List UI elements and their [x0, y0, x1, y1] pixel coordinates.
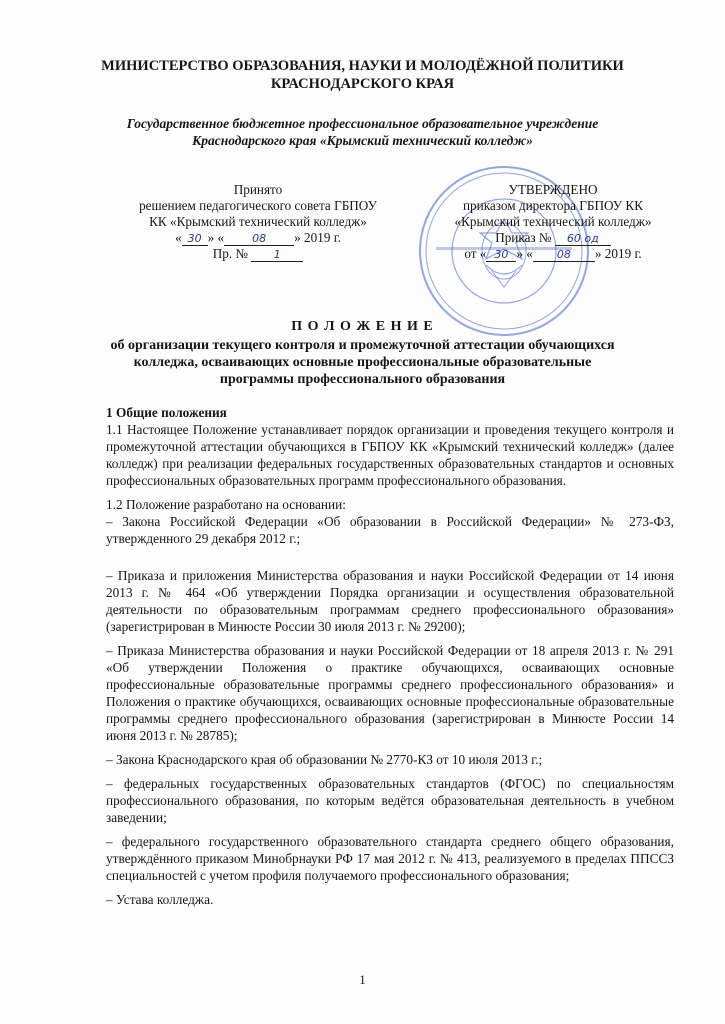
basis-item-1: – Закона Российской Федерации «Об образовании в Российской Федерации» № 273-ФЗ, утвержденного 29 декабря 2012 г.; [106, 514, 674, 546]
order-label: Приказ № [495, 230, 552, 245]
accepted-title: Принято [233, 182, 283, 197]
approved-title: УТВЕРЖДЕНО [508, 182, 598, 197]
page-number: 1 [359, 972, 366, 987]
ministry-line-1: МИНИСТЕРСТВО ОБРАЗОВАНИЯ, НАУКИ И МОЛОДЁЖНОЙ ПОЛИТИКИ [101, 58, 624, 74]
protocol-number: 1 [251, 248, 303, 262]
document-subtitle-3: программы профессионального образования [219, 372, 506, 387]
approved-line-2: «Крымский технический колледж» [454, 214, 652, 229]
basis-item-5: – федеральных государственных образовательных стандартов (ФГОС) по специальностям профессионального образования, по которым ведётся образовательная деятельность в учебном заведении; [106, 776, 674, 825]
approved-line-1: приказом директора ГБПОУ КК [463, 198, 643, 213]
approved-order [428, 230, 678, 246]
approved-day: 30 [486, 248, 516, 262]
approved-month: 08 [533, 248, 595, 262]
institution-line-1: Государственное бюджетное профессиональное образовательное учреждение [126, 116, 599, 131]
paragraph-1-1: 1.1 Настоящее Положение устанавливает порядок организации и проведения текущего контроля и промежуточной аттестации обучающихся в ГБПОУ КК «Крымский технический колледж» (далее колледж) при реализации федеральных государственных образовательных стандартов и основных профессиональных образовательных программ профессионального образования. [106, 422, 674, 488]
basis-item-6: – федерального государственного образовательного стандарта среднего общего образования, утверждённого приказом Минобрнауки РФ 17 мая 2012 г. № 413, реализуемого в пределах ППССЗ специальностей с учетом профиля получаемого профессионального образования; [106, 834, 674, 883]
basis-item-4: – Закона Краснодарского края об образовании № 2770-КЗ от 10 июля 2013 г.; [106, 752, 543, 767]
approved-date-mid: » « [516, 246, 533, 261]
paragraph-1-2: 1.2 Положение разработано на основании: [106, 497, 346, 512]
basis-item-3: – Приказа Министерства образования и науки Российской Федерации от 18 апреля 2013 г. № 291 «Об утверждении Положения о практике обучающихся, осваивающих основные профессиональные образовательные программы среднего профессионального образования» и Положения о практике обучающихся, осваивающих основные профессиональные образовательные программы среднего профессионального образования (зарегистрирован в Минюсте России 14 июня 2013 г. № 28785); [106, 643, 674, 743]
accepted-date-open: « [175, 230, 182, 245]
document-title: П О Л О Ж Е Н И Е [291, 319, 434, 334]
approved-date [428, 246, 678, 262]
accepted-block [108, 182, 408, 262]
ministry-line-2: КРАСНОДАРСКОГО КРАЯ [270, 76, 455, 92]
accepted-day: 30 [182, 232, 208, 246]
basis-item-2: – Приказа и приложения Министерства образования и науки Российской Федерации от 14 июня 2013 г. № 464 «Об утверждении Порядка организации и осуществления образовательной деятельности по образовательным программам среднего профессионального образования» (зарегистрирован в Минюсте России 30 июля 2013 г. № 29200); [106, 568, 674, 634]
approved-block [428, 182, 678, 262]
document-subtitle-1: об организации текущего контроля и промежуточной аттестации обучающихся [110, 338, 615, 353]
order-number: 60 од [555, 232, 611, 246]
institution-line-2: Краснодарского края «Крымский технический колледж» [192, 133, 533, 148]
accepted-date-close: » 2019 г. [294, 230, 341, 245]
approved-date-prefix: от « [464, 246, 487, 261]
accepted-protocol [108, 246, 408, 262]
accepted-line-2: КК «Крымский технический колледж» [149, 214, 367, 229]
document-body [106, 404, 674, 908]
document-subtitle-2: колледжа, осваивающих основные профессиональные образовательные [133, 355, 592, 370]
accepted-date [108, 230, 408, 246]
approved-date-close: » 2019 г. [594, 246, 642, 261]
accepted-line-1: решением педагогического совета ГБПОУ [139, 198, 377, 213]
basis-item-7: – Устава колледжа. [106, 892, 214, 907]
section-1-heading: 1 Общие положения [106, 405, 227, 420]
protocol-label: Пр. № [212, 246, 248, 261]
accepted-month: 08 [224, 232, 294, 246]
accepted-date-mid: » « [207, 230, 225, 245]
